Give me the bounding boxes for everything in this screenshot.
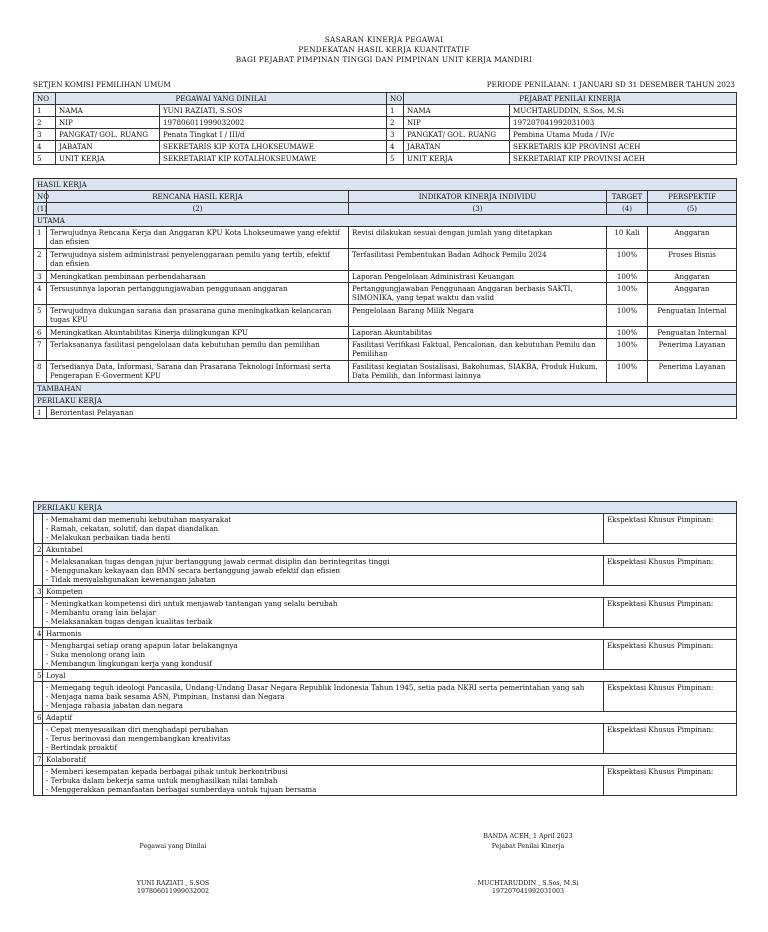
appraiser-unit: SEKRETARIAT KIP PROVINSI ACEH (510, 153, 737, 165)
behavior-item: - Tidak menyalahgunakan kewenangan jabatan (46, 575, 216, 584)
behavior-name: Kompeten (43, 586, 737, 598)
appraiser-nip: 197207041992031003 (510, 117, 737, 129)
col-no: NO (34, 191, 47, 203)
col-plan: RENCANA HASIL KERJA (47, 191, 349, 203)
behavior-group-header (34, 670, 737, 682)
behavior-items (43, 766, 604, 796)
target-cell: 100% (607, 283, 648, 305)
field-label: JABATAN (56, 141, 160, 153)
expectation-label: Ekspektasi Khusus Pimpinan: (604, 640, 737, 670)
table-row (34, 271, 737, 283)
appraisee-signature-name: YUNI RAZIATI , S.SOS (136, 880, 210, 887)
plan-cell: Tersusunnya laporan pertanggungjawaban penggunaan anggaran (47, 283, 349, 305)
behavior-item: - Membangun lingkungan kerja yang kondusif (46, 659, 212, 668)
row-number: 3 (34, 129, 56, 141)
perspective-cell: Anggaran (648, 271, 737, 283)
indicator-cell: Laporan Akuntabilitas (349, 327, 607, 339)
behavior-name: Loyal (43, 670, 737, 682)
col-indicator: INDIKATOR KINERJA INDIVIDU (349, 191, 607, 203)
row-number: 2 (34, 544, 43, 556)
plan-cell: Meningkatkan Akuntabilitas Kinerja dilingkungan KPU (47, 327, 349, 339)
behavior-item: - Membantu orang lain belajar (46, 608, 156, 617)
perspective-cell: Penguatan Internal (648, 305, 737, 327)
expectation-label: Ekspektasi Khusus Pimpinan: (604, 724, 737, 754)
row-number: 1 (34, 407, 47, 419)
target-cell: 100% (607, 327, 648, 339)
col-index: (2) (47, 203, 349, 215)
behavior-item: - Cepat menyesuaikan diri menghadapi perubahan (46, 725, 229, 734)
col-index: (5) (648, 203, 737, 215)
identity-row (34, 117, 737, 129)
row-number: 1 (34, 227, 47, 249)
target-cell: 100% (607, 249, 648, 271)
extra-section-label: TAMBAHAN (34, 383, 737, 395)
row-number: 1 (387, 105, 404, 117)
behavior-items (43, 682, 604, 712)
appraiser-name: MUCHTARUDDIN, S.Sos, M.Si (510, 105, 737, 117)
perspective-cell: Penerima Layanan (648, 361, 737, 383)
field-label: UNIT KERJA (404, 153, 510, 165)
identity-row (34, 141, 737, 153)
expectation-label: Ekspektasi Khusus Pimpinan: (604, 556, 737, 586)
appraisee-position: SEKRETARIS KIP KOTA LHOKSEUMAWE (160, 141, 387, 153)
behavior-group-header (34, 544, 737, 556)
appraisee-name: YUNI RAZIATI, S.SOS (160, 105, 387, 117)
section-title: PERILAKU KERJA (34, 502, 737, 514)
table-row (34, 339, 737, 361)
behavior-item: - Menjaga nama baik sesama ASN, Pimpinan, Instansi dan Negara (46, 692, 285, 701)
row-number: 7 (34, 754, 43, 766)
identity-row (34, 105, 737, 117)
field-label: PANGKAT/ GOL. RUANG (56, 129, 160, 141)
row-number: 8 (34, 361, 47, 383)
behavior-item: - Melakukan perbaikan tiada henti (46, 533, 171, 542)
perspective-cell: Proses Bisnis (648, 249, 737, 271)
indicator-cell: Laporan Pengelolaan Administrasi Keuangan (349, 271, 607, 283)
row-number: 2 (387, 117, 404, 129)
indicator-cell: Fasilitasi Verifikasi Faktual, Pencalonan, dan kebutuhan Pemilu dan Pemilihan (349, 339, 607, 361)
row-number: 5 (34, 153, 56, 165)
behavior-item: - Ramah, cekatan, solutif, dan dapat diandalkan (46, 524, 219, 533)
col-no-right: NO (387, 93, 404, 105)
appraisee-rank: Penata Tingkat I / III/d (160, 129, 387, 141)
target-cell: 100% (607, 305, 648, 327)
row-number: 4 (34, 628, 43, 640)
behavior-name: Kolaboratif (43, 754, 737, 766)
behavior-item: - Menggunakan kekayaan dan BMN secara bertanggung jawab efektif dan efisien (46, 566, 341, 575)
appraiser-rank: Pembina Utama Muda / IV/c (510, 129, 737, 141)
col-index: (1) (34, 203, 47, 215)
main-section-label: UTAMA (34, 215, 737, 227)
behavior-group-header (34, 628, 737, 640)
behavior-item: - Bertindak proaktif (46, 743, 117, 752)
field-label: NAMA (404, 105, 510, 117)
identity-row (34, 129, 737, 141)
appraisee-signature-nip: 197806011999032002 (136, 888, 210, 895)
behavior-items-row (34, 514, 737, 544)
behavior-item: - Terus berinovasi dan mengembangkan kreativitas (46, 734, 231, 743)
behavior-item: - Menjaga rahasia jabatan dan negara (46, 701, 183, 710)
appraisee-header: PEGAWAI YANG DINILAI (56, 93, 387, 105)
behavior-label: Berorientasi Pelayanan (47, 407, 737, 419)
organization-label: SETJEN KOMISI PEMILIHAN UMUM (33, 80, 171, 89)
col-index: (3) (349, 203, 607, 215)
behavior-item: - Melaksanakan tugas dengan jujur bertanggung jawab cermat disiplin dan berintegritas tinggi (46, 557, 390, 566)
expectation-label: Ekspektasi Khusus Pimpinan: (604, 682, 737, 712)
plan-cell: Terwujudnya sistem administrasi penyelenggaraan pemilu yang tertib, efektif dan efisien (47, 249, 349, 271)
work-results-table (33, 178, 737, 419)
assessment-period: PERIODE PENILAIAN: 1 JANUARI SD 31 DESEMBER TAHUN 2023 (486, 80, 735, 89)
row-number: 6 (34, 712, 43, 724)
field-label: NIP (404, 117, 510, 129)
row-number: 5 (34, 305, 47, 327)
behavior-name: Adaptif (43, 712, 737, 724)
table-row (34, 227, 737, 249)
appraiser-signature-nip: 197207041992031003 (491, 888, 565, 895)
indicator-cell: Pengelolaan Barang Milik Negara (349, 305, 607, 327)
appraiser-signature-name: MUCHTARUDDIN , S.Sos, M.Si (477, 880, 579, 887)
target-cell: 100% (607, 339, 648, 361)
behavior-items (43, 514, 604, 544)
col-perspective: PERSPEKTIF (648, 191, 737, 203)
row-number: 4 (387, 141, 404, 153)
behavior-items (43, 598, 604, 628)
table-row (34, 327, 737, 339)
target-cell: 100% (607, 271, 648, 283)
row-number: 6 (34, 327, 47, 339)
field-label: PANGKAT/ GOL. RUANG (404, 129, 510, 141)
signature-place-date: BANDA ACEH, 1 April 2023 (483, 833, 573, 840)
behavior-item: - Menghargai setiap orang apapun latar belakangnya (46, 641, 238, 650)
behavior-name: Akuntabel (43, 544, 737, 556)
appraisee-nip: 197806011999032002 (160, 117, 387, 129)
document-subtitle: PENDEKATAN HASIL KERJA KUANTITATIF (298, 45, 470, 54)
section-title: HASIL KERJA (34, 179, 737, 191)
perspective-cell: Anggaran (648, 227, 737, 249)
behavior-group-header (34, 712, 737, 724)
row-number: 3 (387, 129, 404, 141)
appraiser-position: SEKRETARIS KIP PROVINSI ACEH (510, 141, 737, 153)
target-cell: 10 Kali (607, 227, 648, 249)
row-number: 5 (387, 153, 404, 165)
perspective-cell: Penguatan Internal (648, 327, 737, 339)
row-number: 3 (34, 271, 47, 283)
behavior-item: - Memegang teguh ideologi Pancasila, Undang-Undang Dasar Negara Republik Indonesia Tahun 1945, setia pada NKRI serta pemerintahan yang sah (46, 683, 585, 692)
behavior-item: - Menggerakkan pemanfaatan berbagai sumberdaya untuk tujuan bersama (46, 785, 317, 794)
behavior-items-row (34, 640, 737, 670)
table-row (34, 361, 737, 383)
row-number: 7 (34, 339, 47, 361)
appraiser-header: PEJABAT PENILAI KINERJA (404, 93, 737, 105)
identity-row (34, 153, 737, 165)
indicator-cell: Fasilitasi kegiatan Sosialisasi, Bakohumas, SIAKBA, Produk Hukum, Data Pemilih, dan Informasi lainnya (349, 361, 607, 383)
field-label: JABATAN (404, 141, 510, 153)
plan-cell: Meningkatkan pembinaan perbendaharaan (47, 271, 349, 283)
behavior-section-title: PERILAKU KERJA (34, 395, 737, 407)
behavior-item: - Suka menolong orang lain (46, 650, 146, 659)
behavior-item: - Meningkatkan kompetensi diri untuk menjawab tantangan yang selalu berubah (46, 599, 338, 608)
indicator-cell: Pertanggungjawaban Penggunaan Anggaran berbasis SAKTI, SIMONIKA, yang tepat waktu dan valid (349, 283, 607, 305)
behavior-items-row (34, 766, 737, 796)
table-row (34, 249, 737, 271)
behavior-items-row (34, 682, 737, 712)
behavior-item: - Memberi kesempatan kepada berbagai pihak untuk berkontribusi (46, 767, 288, 776)
behavior-group-header (34, 586, 737, 598)
col-target: TARGET (607, 191, 648, 203)
appraiser-role: Pejabat Penilai Kinerja (491, 843, 565, 850)
indicator-cell: Revisi dilakukan sesuai dengan jumlah yang ditetapkan (349, 227, 607, 249)
expectation-label: Ekspektasi Khusus Pimpinan: (604, 766, 737, 796)
behavior-items (43, 556, 604, 586)
indicator-cell: Terfasilitasi Pembentukan Badan Adhock Pemilu 2024 (349, 249, 607, 271)
behavior-items (43, 724, 604, 754)
perspective-cell: Penerima Layanan (648, 339, 737, 361)
plan-cell: Terwujudnya Rencana Kerja dan Anggaran KPU Kota Lhokseumawe yang efektif dan efisien (47, 227, 349, 249)
table-row (34, 305, 737, 327)
field-label: NIP (56, 117, 160, 129)
field-label: NAMA (56, 105, 160, 117)
row-number: 4 (34, 283, 47, 305)
col-index: (4) (607, 203, 648, 215)
identity-table (33, 92, 737, 165)
plan-cell: Terwujudnya dukungan sarana dan prasarana guna meningkatkan kelancaran tugas KPU (47, 305, 349, 327)
behavior-items (43, 640, 604, 670)
document-subtitle-2: BAGI PEJABAT PIMPINAN TINGGI DAN PIMPINAN UNIT KERJA MANDIRI (235, 55, 533, 64)
row-number: 2 (34, 249, 47, 271)
expectation-label: Ekspektasi Khusus Pimpinan: (604, 598, 737, 628)
plan-cell: Tersedianya Data, Informasi, Sarana dan Prasarana Teknologi Informasi serta Pengerapan E-Goverment KPU (47, 361, 349, 383)
row-number: 2 (34, 117, 56, 129)
plan-cell: Terlaksananya fasilitasi pengelolaan data kebutuhan pemilu dan pemilihan (47, 339, 349, 361)
behavior-group-header (34, 754, 737, 766)
expectation-label: Ekspektasi Khusus Pimpinan: (604, 514, 737, 544)
behavior-item: - Melaksanakan tugas dengan kualitas terbaik (46, 617, 213, 626)
behavior-table (33, 501, 737, 796)
table-row (34, 283, 737, 305)
behavior-name: Harmonis (43, 628, 737, 640)
behavior-items-row (34, 556, 737, 586)
col-no: NO (34, 93, 56, 105)
document-title: SASARAN KINERJA PEGAWAI (324, 35, 444, 44)
behavior-items-row (34, 598, 737, 628)
row-number: 3 (34, 586, 43, 598)
perspective-cell: Anggaran (648, 283, 737, 305)
appraisee-unit: SEKRETARIAT KIP KOTALHOKSEUMAWE (160, 153, 387, 165)
field-label: UNIT KERJA (56, 153, 160, 165)
appraisee-role: Pegawai yang Dinilai (139, 843, 207, 850)
target-cell: 100% (607, 361, 648, 383)
row-number: 5 (34, 670, 43, 682)
row-number: 4 (34, 141, 56, 153)
behavior-item: - Memahami dan memenuhi kebutuhan masyarakat (46, 515, 232, 524)
behavior-items-row (34, 724, 737, 754)
row-number: 1 (34, 105, 56, 117)
behavior-item: - Terbuka dalam bekerja sama untuk menghasilkan nilai tambah (46, 776, 278, 785)
